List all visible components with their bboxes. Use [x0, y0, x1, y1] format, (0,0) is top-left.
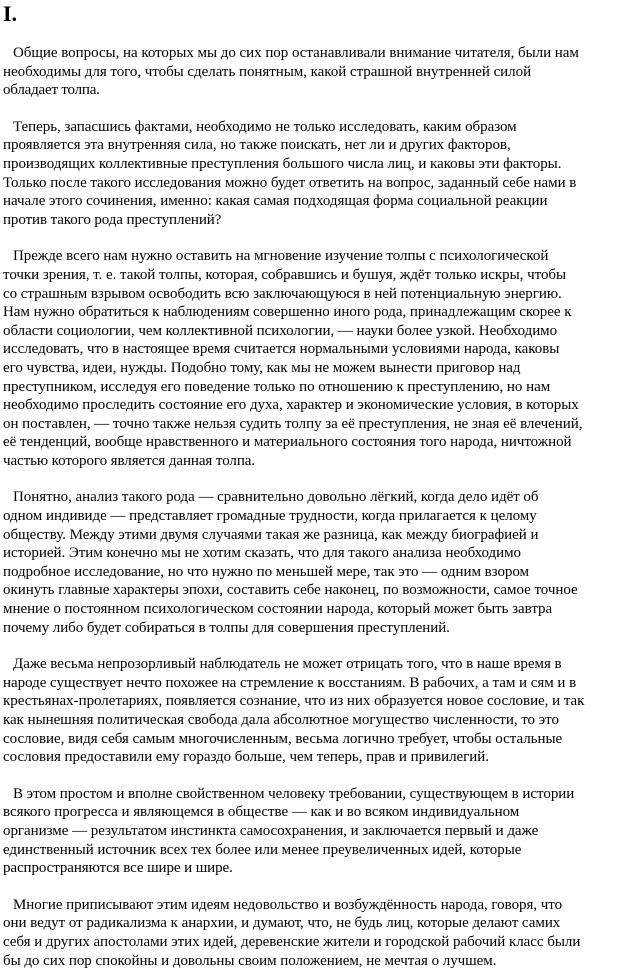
paragraph-line: окинуть главные характеры эпохи, составить себе наконец, по возможности, самое точное: [3, 582, 578, 599]
paragraph-line: историей. Этим конечно мы не хотим сказать, что для такого анализа необходимо: [3, 545, 522, 562]
paragraph-6: [3, 785, 620, 878]
paragraph-line: Даже весьма непрозорливый наблюдатель не может отрицать того, что в наше время в: [13, 656, 562, 673]
paragraph-line: он поставлен, — точно также нельзя судить толпу за её преступления, не зная её влечений,: [3, 415, 583, 432]
paragraph-line: обществу. Между этими двумя случаями такая же разница, как между биографией и: [3, 526, 539, 543]
section-heading: I.: [3, 1, 18, 26]
paragraph-2: [3, 118, 620, 230]
paragraph-line: необходимы для того, чтобы сделать понятным, какой страшной внутренней силой: [3, 63, 532, 80]
paragraph-line: области социологии, чем коллективной психологии, — науки более узкой. Необходимо: [3, 322, 558, 339]
paragraph-line: сословия предоставили ему гораздо больше, чем теперь, прав и привилегий.: [3, 749, 489, 766]
paragraph-line: всякого прогресса и являющемся в обществе — как и во всяком индивидуальном: [3, 804, 520, 821]
paragraph-line: Многие приписывают этим идеям недовольство и возбуждённость народа, говоря, что: [13, 896, 563, 913]
paragraph-line: со страшным взрывом освободить всю заключающуюся в ней потенциальную энергию.: [3, 285, 562, 302]
paragraph-line: мнение о постоянном психологическом состоянии народа, который может быть завтра: [3, 601, 553, 618]
paragraph-line: В этом простом и вполне свойственном человеку требовании, существующем в истории: [13, 785, 575, 802]
paragraph-line: единственный источник всех тех более или менее преувеличенных идей, которые: [3, 841, 522, 858]
paragraph-line: они ведут от радикализма к анархии, и думают, что, не будь лиц, которые делают самих: [3, 915, 561, 932]
paragraph-line: как нынешняя политическая свобода дала абсолютное могущество численности, то это: [3, 712, 559, 728]
paragraph-line: проявляется эта внутренняя сила, но также поискать, нет ли и других факторов,: [3, 137, 511, 154]
paragraph-line: одном индивиде — представляет громадные трудности, когда прилагается к целому: [3, 508, 537, 525]
body-text: [3, 44, 620, 970]
paragraph-line: производящих коллективные преступления большого числа лиц, и каковы эти факторы.: [3, 155, 562, 172]
paragraph-line: крестьянах-пролетариях, появляется сознание, что из них образуется новое сословие, и так: [3, 693, 585, 710]
paragraph-line: необходимо проследить состояние его духа, характер и экономические условия, в которых: [3, 397, 579, 414]
paragraph-line: Нам нужно обратиться к наблюдениям совершенно иного рода, принадлежащим скорее к: [3, 304, 572, 321]
paragraph-line: организме — результатом инстинкта самосохранения, и заключается первый и даже: [3, 822, 539, 839]
paragraph-line: начале этого сочинения, именно: какая самая подходящая форма социальной реакции: [3, 193, 548, 210]
paragraph-7: [3, 896, 620, 970]
paragraph-line: частью которого является данная толпа.: [3, 452, 256, 469]
paragraph-line: её тенденций, вообще нравственного и материального состояния того народа, ничтожной: [3, 434, 572, 451]
paragraph-line: Теперь, запасшись фактами, необходимо не только исследовать, каким образом: [13, 118, 517, 135]
paragraph-line: подробное исследование, но что нужно по меньшей мере, так это — одним взором: [3, 563, 529, 580]
paragraph-line: исследовать, что в настоящее время считается нормальными условиями народа, каковы: [3, 341, 560, 358]
paragraph-line: бы до сих пор спокойны и довольны своим положением, не мечтая о лучшем.: [3, 952, 497, 969]
paragraph-5: [3, 655, 620, 767]
paragraph-line: народе существует нечто похожее на стремление к восстаниям. В рабочих, а там и сям и в: [3, 674, 577, 691]
paragraph-line: обладает толпа.: [3, 82, 100, 99]
paragraph-line: Общие вопросы, на которых мы до сих пор останавливали внимание читателя, были нам: [13, 45, 579, 61]
paragraph-line: его чувства, идеи, нужды. Подобно тому, как мы не можем вынести приговор над: [3, 359, 521, 376]
paragraph-line: Прежде всего нам нужно оставить на мгновение изучение толпы с психологической: [13, 248, 549, 265]
paragraph-line: себя и других апостолами этих идей, деревенские жители и городской рабочий класс были: [3, 933, 581, 950]
paragraph-line: почему либо будет собираться в толпы для совершения преступлений.: [3, 619, 450, 636]
paragraph-3: [3, 247, 620, 470]
paragraph-line: сословие, видя себя самым многочисленным, весьма логично требует, чтобы остальные: [3, 730, 563, 747]
paragraph-line: против такого рода преступлений?: [3, 211, 222, 228]
paragraph-line: преступником, исследуя его поведение только по отношению к преступлению, но нам: [3, 378, 551, 395]
paragraph-line: Понятно, анализ такого рода — сравнительно довольно лёгкий, когда дело идёт об: [13, 489, 539, 506]
paragraph-4: [3, 488, 620, 637]
paragraph-line: Только после такого исследования можно будет ответить на вопрос, заданный себе нами в: [3, 174, 577, 191]
paragraph-line: точки зрения, т. е. такой толпы, которая, собравшись и бушуя, ждёт только искры, чтобы: [3, 266, 567, 283]
paragraph-1: [3, 44, 620, 100]
paragraph-line: распространяются все шире и шире.: [3, 860, 233, 877]
